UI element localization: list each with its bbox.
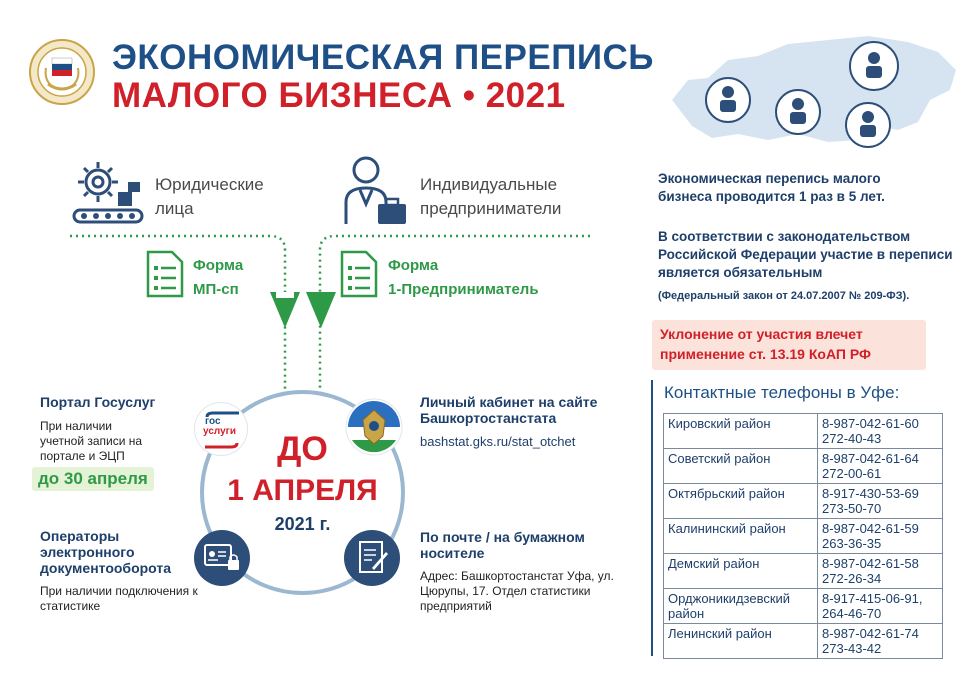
cabinet-title: Личный кабинет на сайте Башкортостанстата	[420, 394, 598, 426]
warning-box: Уклонение от участия влечет применение ст. 13.19 КоАП РФ	[652, 320, 926, 370]
category-individual-entrepreneurs: Индивидуальные предприниматели	[420, 175, 562, 218]
law-reference: (Федеральный закон от 24.07.2007 № 209-ФЗ).	[658, 290, 910, 302]
table-row	[664, 589, 943, 624]
gosuslugi-title: Портал Госуслуг	[40, 394, 156, 410]
form-1-entrepreneur-label: Форма 1-Предприниматель	[388, 257, 539, 298]
edo-title: Операторы электронного документооборота	[40, 528, 172, 576]
district-cell: Ленинский район	[664, 624, 818, 659]
phone-cell: 8-987-042-61-58 272-26-34	[818, 554, 943, 589]
phone-cell: 8-987-042-61-74 273-43-42	[818, 624, 943, 659]
law-text: В соответствии с законодательством Российской Федерации участие в переписи является обязательным	[658, 229, 953, 280]
phone-cell: 8-917-415-06-91, 264-46-70	[818, 589, 943, 624]
contacts-title: Контактные телефоны в Уфе:	[664, 383, 900, 402]
title-line-1: ЭКОНОМИЧЕСКАЯ ПЕРЕПИСЬ	[112, 38, 654, 77]
table-row	[664, 624, 943, 659]
mail-title: По почте / на бумажном носителе	[420, 529, 585, 561]
table-row	[664, 519, 943, 554]
phone-cell: 8-917-430-53-69 273-50-70	[818, 484, 943, 519]
district-cell: Орджоникидзевский район	[664, 589, 818, 624]
contacts-table	[663, 413, 943, 659]
form-mp-sp-label: Форма МП-сп	[193, 257, 244, 298]
form-document-icon	[340, 250, 378, 298]
edo-note: При наличии подключения к статистике	[40, 584, 198, 613]
district-cell: Демский район	[664, 554, 818, 589]
table-row	[664, 449, 943, 484]
russia-map-illustration	[668, 30, 960, 155]
deadline-date: 1 АПРЕЛЯ	[227, 474, 378, 507]
deadline-year: 2021 г.	[274, 514, 331, 534]
edo-security-icon	[194, 530, 250, 586]
district-cell: Советский район	[664, 449, 818, 484]
gosuslugi-deadline-badge: до 30 апреля	[32, 467, 154, 491]
form-document-icon	[146, 250, 184, 298]
mail-address: Адрес: Башкортостанстат Уфа, ул. Цюрупы, 17. Отдел статистики предприятий	[420, 569, 614, 613]
table-row	[664, 414, 943, 449]
paper-mail-icon	[344, 530, 400, 586]
phone-cell: 8-987-042-61-60 272-40-43	[818, 414, 943, 449]
flow-connector-lines	[0, 0, 620, 400]
phone-cell: 8-987-042-61-64 272-00-61	[818, 449, 943, 484]
category-legal-entities: Юридические лица	[155, 175, 264, 218]
phone-cell: 8-987-042-61-59 263-36-35	[818, 519, 943, 554]
table-row	[664, 554, 943, 589]
bashkortostanstat-emblem-icon	[345, 398, 403, 456]
table-row	[664, 484, 943, 519]
deadline-do: ДО	[277, 430, 328, 468]
gosuslugi-logo: гос услуги	[194, 402, 248, 456]
district-cell: Кировский район	[664, 414, 818, 449]
district-cell: Октябрьский район	[664, 484, 818, 519]
census-frequency-text: Экономическая перепись малого бизнеса проводится 1 раз в 5 лет.	[658, 171, 885, 204]
district-cell: Калининский район	[664, 519, 818, 554]
cabinet-url[interactable]: bashstat.gks.ru/stat_otchet	[420, 434, 576, 449]
title-line-2: МАЛОГО БИЗНЕСА • 2021	[112, 76, 566, 115]
gosuslugi-note: При наличии учетной записи на портале и ЭЦП	[40, 419, 143, 463]
contacts-divider	[651, 380, 653, 656]
